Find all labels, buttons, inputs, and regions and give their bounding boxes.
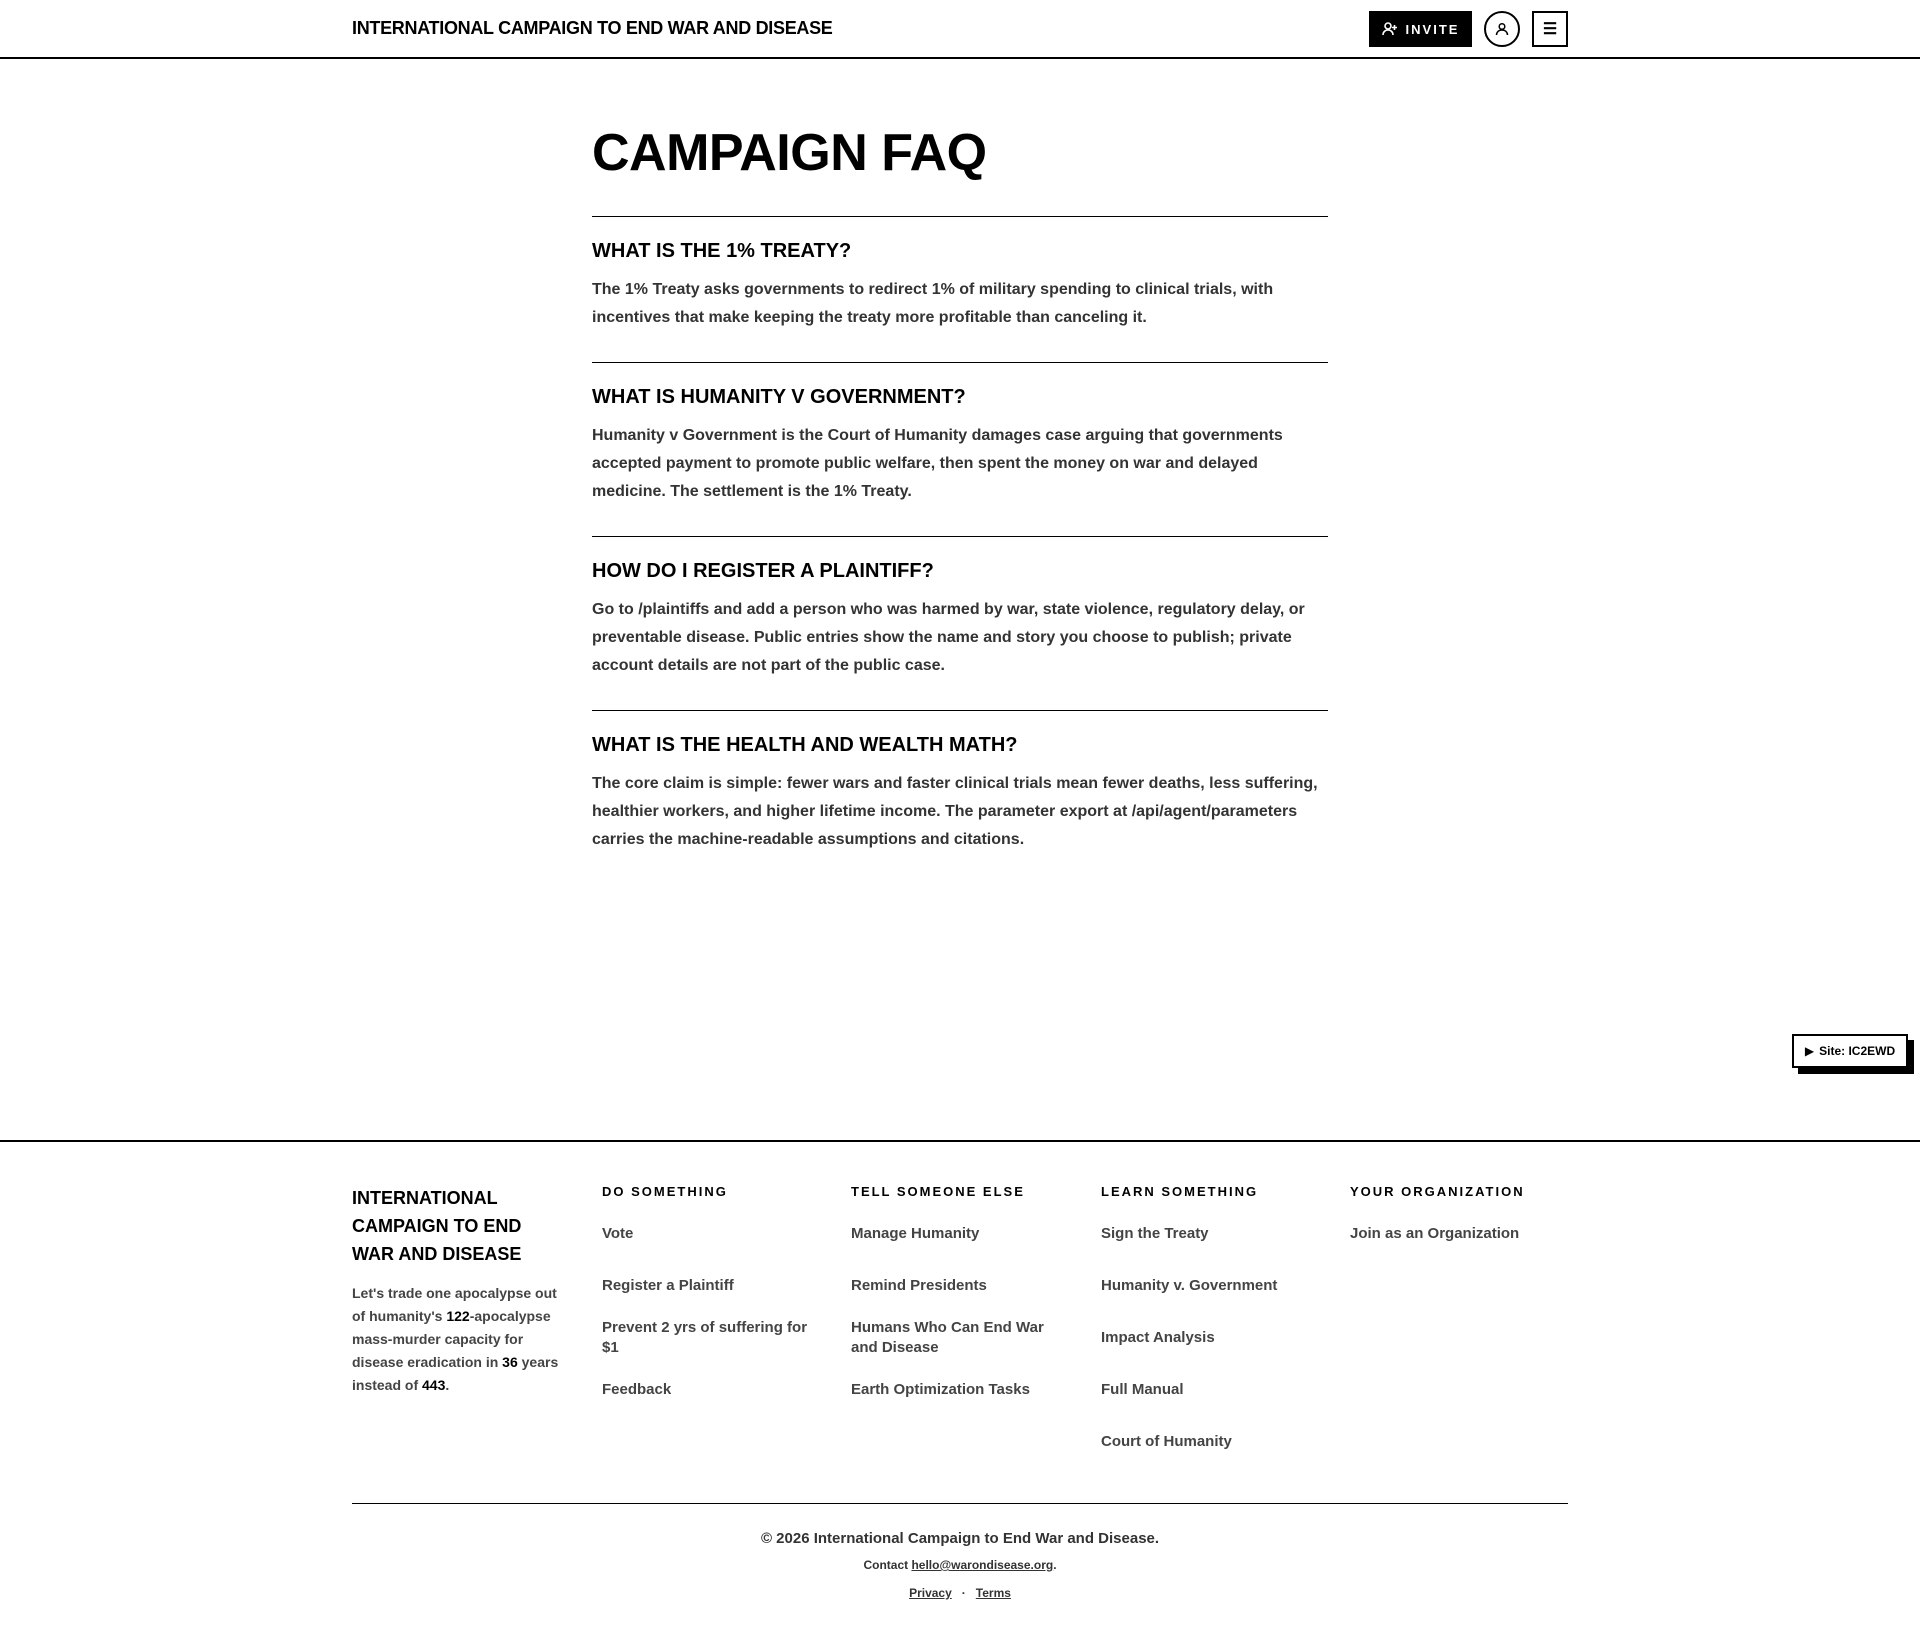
faq-question: HOW DO I REGISTER A PLAINTIFF? [592,560,934,582]
faq-main [592,120,1328,884]
profile-button[interactable] [1484,11,1520,47]
site-brand-link[interactable]: INTERNATIONAL CAMPAIGN TO END WAR AND DISEASE [352,18,833,38]
footer-column-tell-someone [851,1184,1066,1398]
footer-link-register-plaintiff[interactable]: Register a Plaintiff [602,1277,734,1294]
user-plus-icon [1382,21,1398,37]
footer-link-prevent-suffering[interactable]: Prevent 2 yrs of suffering for $1 [602,1319,808,1356]
legal-links [0,1586,1920,1600]
footer-link-impact-analysis[interactable]: Impact Analysis [1101,1329,1215,1346]
footer-link-feedback[interactable]: Feedback [602,1381,672,1398]
footer-title: INTERNATIONAL CAMPAIGN TO END WAR AND DISEASE [352,1188,522,1264]
contact-email-link[interactable]: hello@warondisease.org [911,1558,1054,1572]
footer-column-heading: YOUR ORGANIZATION [1350,1184,1525,1199]
footer-link-sign-treaty[interactable]: Sign the Treaty [1101,1225,1209,1242]
faq-question: WHAT IS THE 1% TREATY? [592,240,852,262]
footer-column-heading: DO SOMETHING [602,1184,728,1199]
hamburger-icon: ☰ [1542,21,1558,38]
footer-column-heading: TELL SOMEONE ELSE [851,1184,1025,1199]
faq-answer: The core claim is simple: fewer wars and faster clinical trials mean fewer deaths, less suffering, healthier workers, and higher lifetime income. The parameter export at /api/agent/parameters carries the machine-readable assumptions and citations. [592,775,1318,848]
footer-link-join-organization[interactable]: Join as an Organization [1350,1225,1520,1242]
footer-divider [352,1503,1568,1504]
faq-item [592,710,1328,884]
footer-link-full-manual[interactable]: Full Manual [1101,1381,1184,1398]
footer-column-your-organization [1350,1184,1565,1242]
menu-button[interactable] [1532,11,1568,47]
footer-column-heading: LEARN SOMETHING [1101,1184,1259,1199]
faq-answer: Go to /plaintiffs and add a person who was harmed by war, state violence, regulatory delay, or preventable disease. Public entries show the name and story you choose to publish; private account details are not part of the public case. [592,601,1305,674]
site-footer [0,1140,1920,1639]
faq-item [592,216,1328,362]
footer-column-do-something [602,1184,817,1398]
years-with-treaty: 36 [502,1354,518,1370]
terms-link[interactable]: Terms [975,1586,1011,1600]
faq-item [592,362,1328,536]
legal-separator: · [961,1586,966,1600]
faq-item [592,536,1328,710]
play-triangle-icon: ▶ [1804,1044,1815,1058]
faq-question: WHAT IS THE HEALTH AND WEALTH MATH? [592,734,1018,756]
years-without-treaty: 443 [422,1377,446,1393]
site-badge-label: Site: IC2EWD [1819,1044,1896,1058]
invite-label: INVITE [1405,21,1460,37]
faq-answer: The 1% Treaty asks governments to redirect 1% of military spending to clinical trials, with incentives that make keeping the treaty more profitable than canceling it. [592,281,1274,326]
faq-answer: Humanity v Government is the Court of Humanity damages case arguing that governments accepted payment to promote public welfare, then spent the money on war and delayed medicine. The settlement is the 1% Treaty. [592,427,1283,500]
page-title: CAMPAIGN FAQ [592,124,987,182]
site-header [0,0,1920,59]
footer-link-court-of-humanity[interactable]: Court of Humanity [1101,1433,1232,1450]
user-icon [1495,22,1509,36]
apocalypse-count: 122 [446,1308,470,1324]
invite-button[interactable] [1369,11,1472,47]
footer-link-manage-humanity[interactable]: Manage Humanity [851,1225,980,1242]
copyright: © 2026 International Campaign to End War and Disease. [760,1530,1160,1547]
footer-link-humans-who-can[interactable]: Humans Who Can End War and Disease [851,1319,1044,1356]
footer-link-earth-optimization[interactable]: Earth Optimization Tasks [851,1381,1030,1398]
privacy-link[interactable]: Privacy [909,1586,952,1600]
site-badge-toggle[interactable] [1792,1034,1908,1068]
footer-brand [352,1184,567,1397]
footer-column-learn-something [1101,1184,1316,1450]
footer-link-vote[interactable]: Vote [602,1225,634,1242]
footer-link-humanity-v-government[interactable]: Humanity v. Government [1101,1277,1278,1294]
faq-question: WHAT IS HUMANITY V GOVERNMENT? [592,386,966,408]
footer-tagline: Let's trade one apocalypse out of humanity's 122-apocalypse mass-murder capacity for disease eradication in 36 years instead of 443. [352,1285,559,1393]
footer-link-remind-presidents[interactable]: Remind Presidents [851,1277,987,1294]
contact-line: Contact hello@warondisease.org. [863,1558,1057,1572]
